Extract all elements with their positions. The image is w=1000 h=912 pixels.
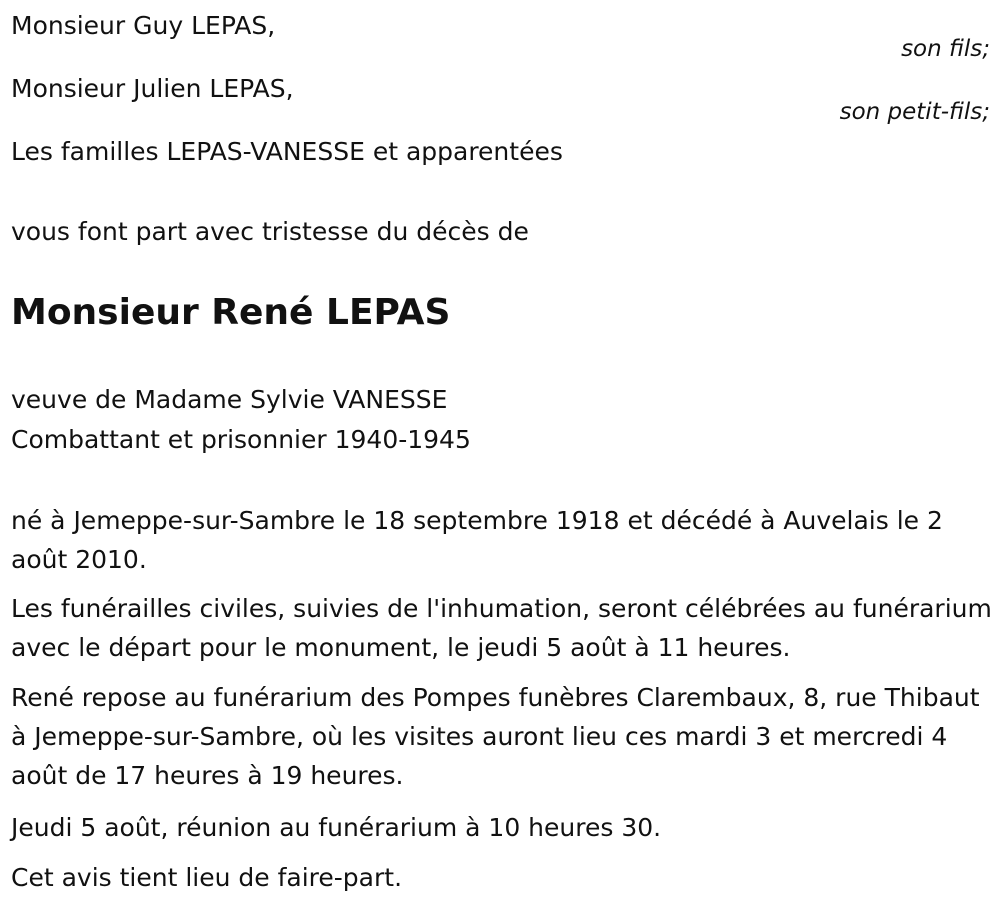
announcer-son-name: Monsieur Guy LEPAS, bbox=[11, 11, 276, 40]
spouse-line: veuve de Madame Sylvie VANESSE bbox=[11, 385, 448, 414]
closing-paragraph: Cet avis tient lieu de faire-part. bbox=[11, 863, 403, 892]
announcer-families: Les familles LEPAS-VANESSE et apparentées bbox=[11, 137, 563, 166]
visitation-paragraph: René repose au funérarium des Pompes funèbres Clarembaux, 8, rue Thibaut à Jemeppe-sur-Sambre, où les visites auront lieu ces mardi 3 et mercredi 4 août de 17 heures à 19 heures. bbox=[11, 683, 980, 790]
funeral-paragraph: Les funérailles civiles, suivies de l'inhumation, seront célébrées au funérarium avec le départ pour le monument, le jeudi 5 août à 11 heures. bbox=[11, 594, 992, 662]
intro-text: vous font part avec tristesse du décès de bbox=[11, 217, 529, 246]
announcer-son-relation: son fils; bbox=[901, 36, 990, 62]
announcer-grandson-name: Monsieur Julien LEPAS, bbox=[11, 74, 294, 103]
deceased-name: Monsieur René LEPAS bbox=[11, 292, 451, 333]
birth-death-paragraph: né à Jemeppe-sur-Sambre le 18 septembre 1918 et décédé à Auvelais le 2 août 2010. bbox=[11, 506, 943, 574]
announcer-grandson-relation: son petit-fils; bbox=[839, 99, 990, 125]
meeting-paragraph: Jeudi 5 août, réunion au funérarium à 10 heures 30. bbox=[11, 813, 662, 842]
title-line: Combattant et prisonnier 1940-1945 bbox=[11, 425, 471, 454]
